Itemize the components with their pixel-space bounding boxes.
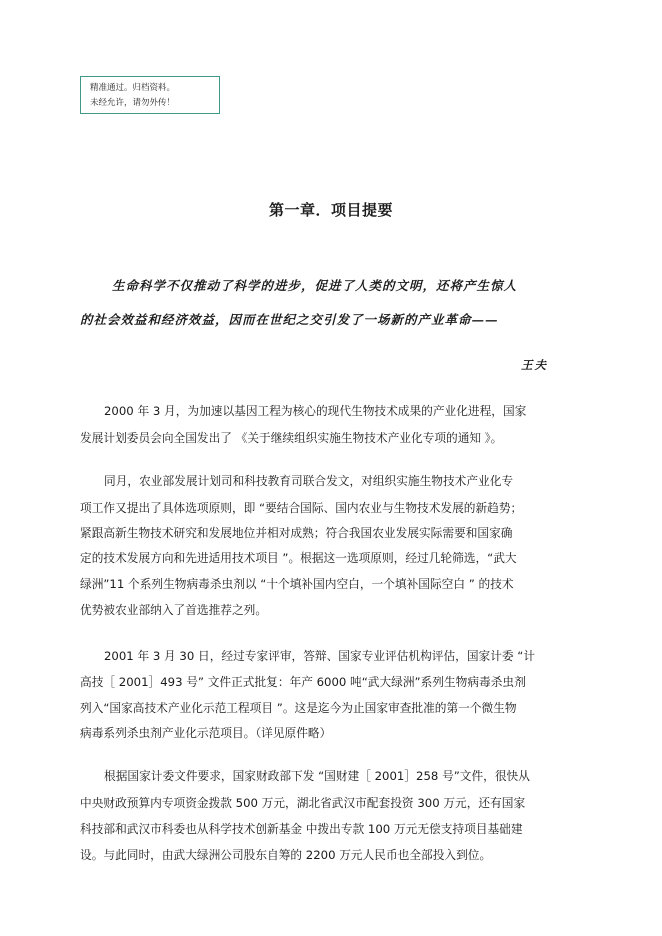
notice-box — [80, 76, 220, 114]
paragraph-2-line-1: 同月，农业部发展计划司和科技教育司联合发文，对组织实施生物技术产业化专 — [104, 474, 514, 488]
paragraph-2-line-4: 定的技术发展方向和先进适用技术项目 ”。根据这一选项原则，经过几轮筛选，“武大 — [80, 551, 517, 565]
paragraph-3-line-1: 2001 年 3 月 30 日，经过专家评审，答辩、国家专业评估机构评估，国家计委 “计 — [104, 649, 536, 663]
paragraph-4-line-1: 根据国家计委文件要求，国家财政部下发 “国财建［ 2001］258 号”文件，很快从 — [104, 769, 530, 783]
quote-author: 王夫 — [521, 358, 548, 372]
paragraph-3-line-3: 列入“国家高技术产业化示范工程项目 ”。这是迄今为止国家审查批准的第一个微生物 — [80, 701, 517, 715]
paragraph-3-line-4: 病毒系列杀虫剂产业化示范项目。（详见原件略） — [80, 726, 332, 740]
paragraph-2-line-6: 优势被农业部纳入了首选推荐之列。 — [80, 603, 268, 617]
paragraph-2-line-3: 紧跟高新生物技术研究和发展地位并相对成熟；符合我国农业发展实际需要和国家确 — [80, 526, 513, 540]
paragraph-1-line-1: 2000 年 3 月，为加速以基因工程为核心的现代生物技术成果的产业化进程，国家 — [104, 404, 527, 418]
paragraph-2-line-5: 绿洲”11 个系列生物病毒杀虫剂以 “十个填补国内空白，一个填补国际空白 ” 的技术 — [80, 577, 514, 591]
paragraph-1-line-2: 发展计划委员会向全国发出了 《关于继续组织实施生物技术产业化专项的通知 》。 — [80, 431, 503, 445]
paragraph-4-line-3: 科技部和武汉市科委也从科学技术创新基金 中拨出专款 100 万元无偿支持项目基础建 — [80, 822, 523, 836]
paragraph-3-line-2: 高技［ 2001］493 号” 文件正式批复：年产 6000 吨“武大绿洲”系列生物病毒杀虫剂 — [80, 675, 526, 689]
quote-line-1: 生命科学不仅推动了科学的进步，促进了人类的文明，还将产生惊人 — [112, 278, 518, 293]
paragraph-4-line-4: 设。与此同时，由武大绿洲公司股东自筹的 2200 万元人民币也全部投入到位。 — [80, 848, 492, 862]
paragraph-2-line-2: 项工作又提出了具体选项原则，即 “要结合国际、国内农业与生物技术发展的新趋势； — [80, 501, 523, 515]
paragraph-4-line-2: 中央财政预算内专项资金拨款 500 万元，湖北省武汉市配套投资 300 万元，还有国家 — [80, 796, 526, 810]
notice-line-1: 精准通过。归档资料。 — [90, 83, 176, 93]
notice-line-2: 未经允许，请勿外传！ — [90, 98, 176, 108]
quote-line-2: 的社会效益和经济效益，因而在世纪之交引发了一场新的产业革命—— — [80, 312, 499, 327]
chapter-title: 第一章．项目提要 — [268, 201, 393, 219]
